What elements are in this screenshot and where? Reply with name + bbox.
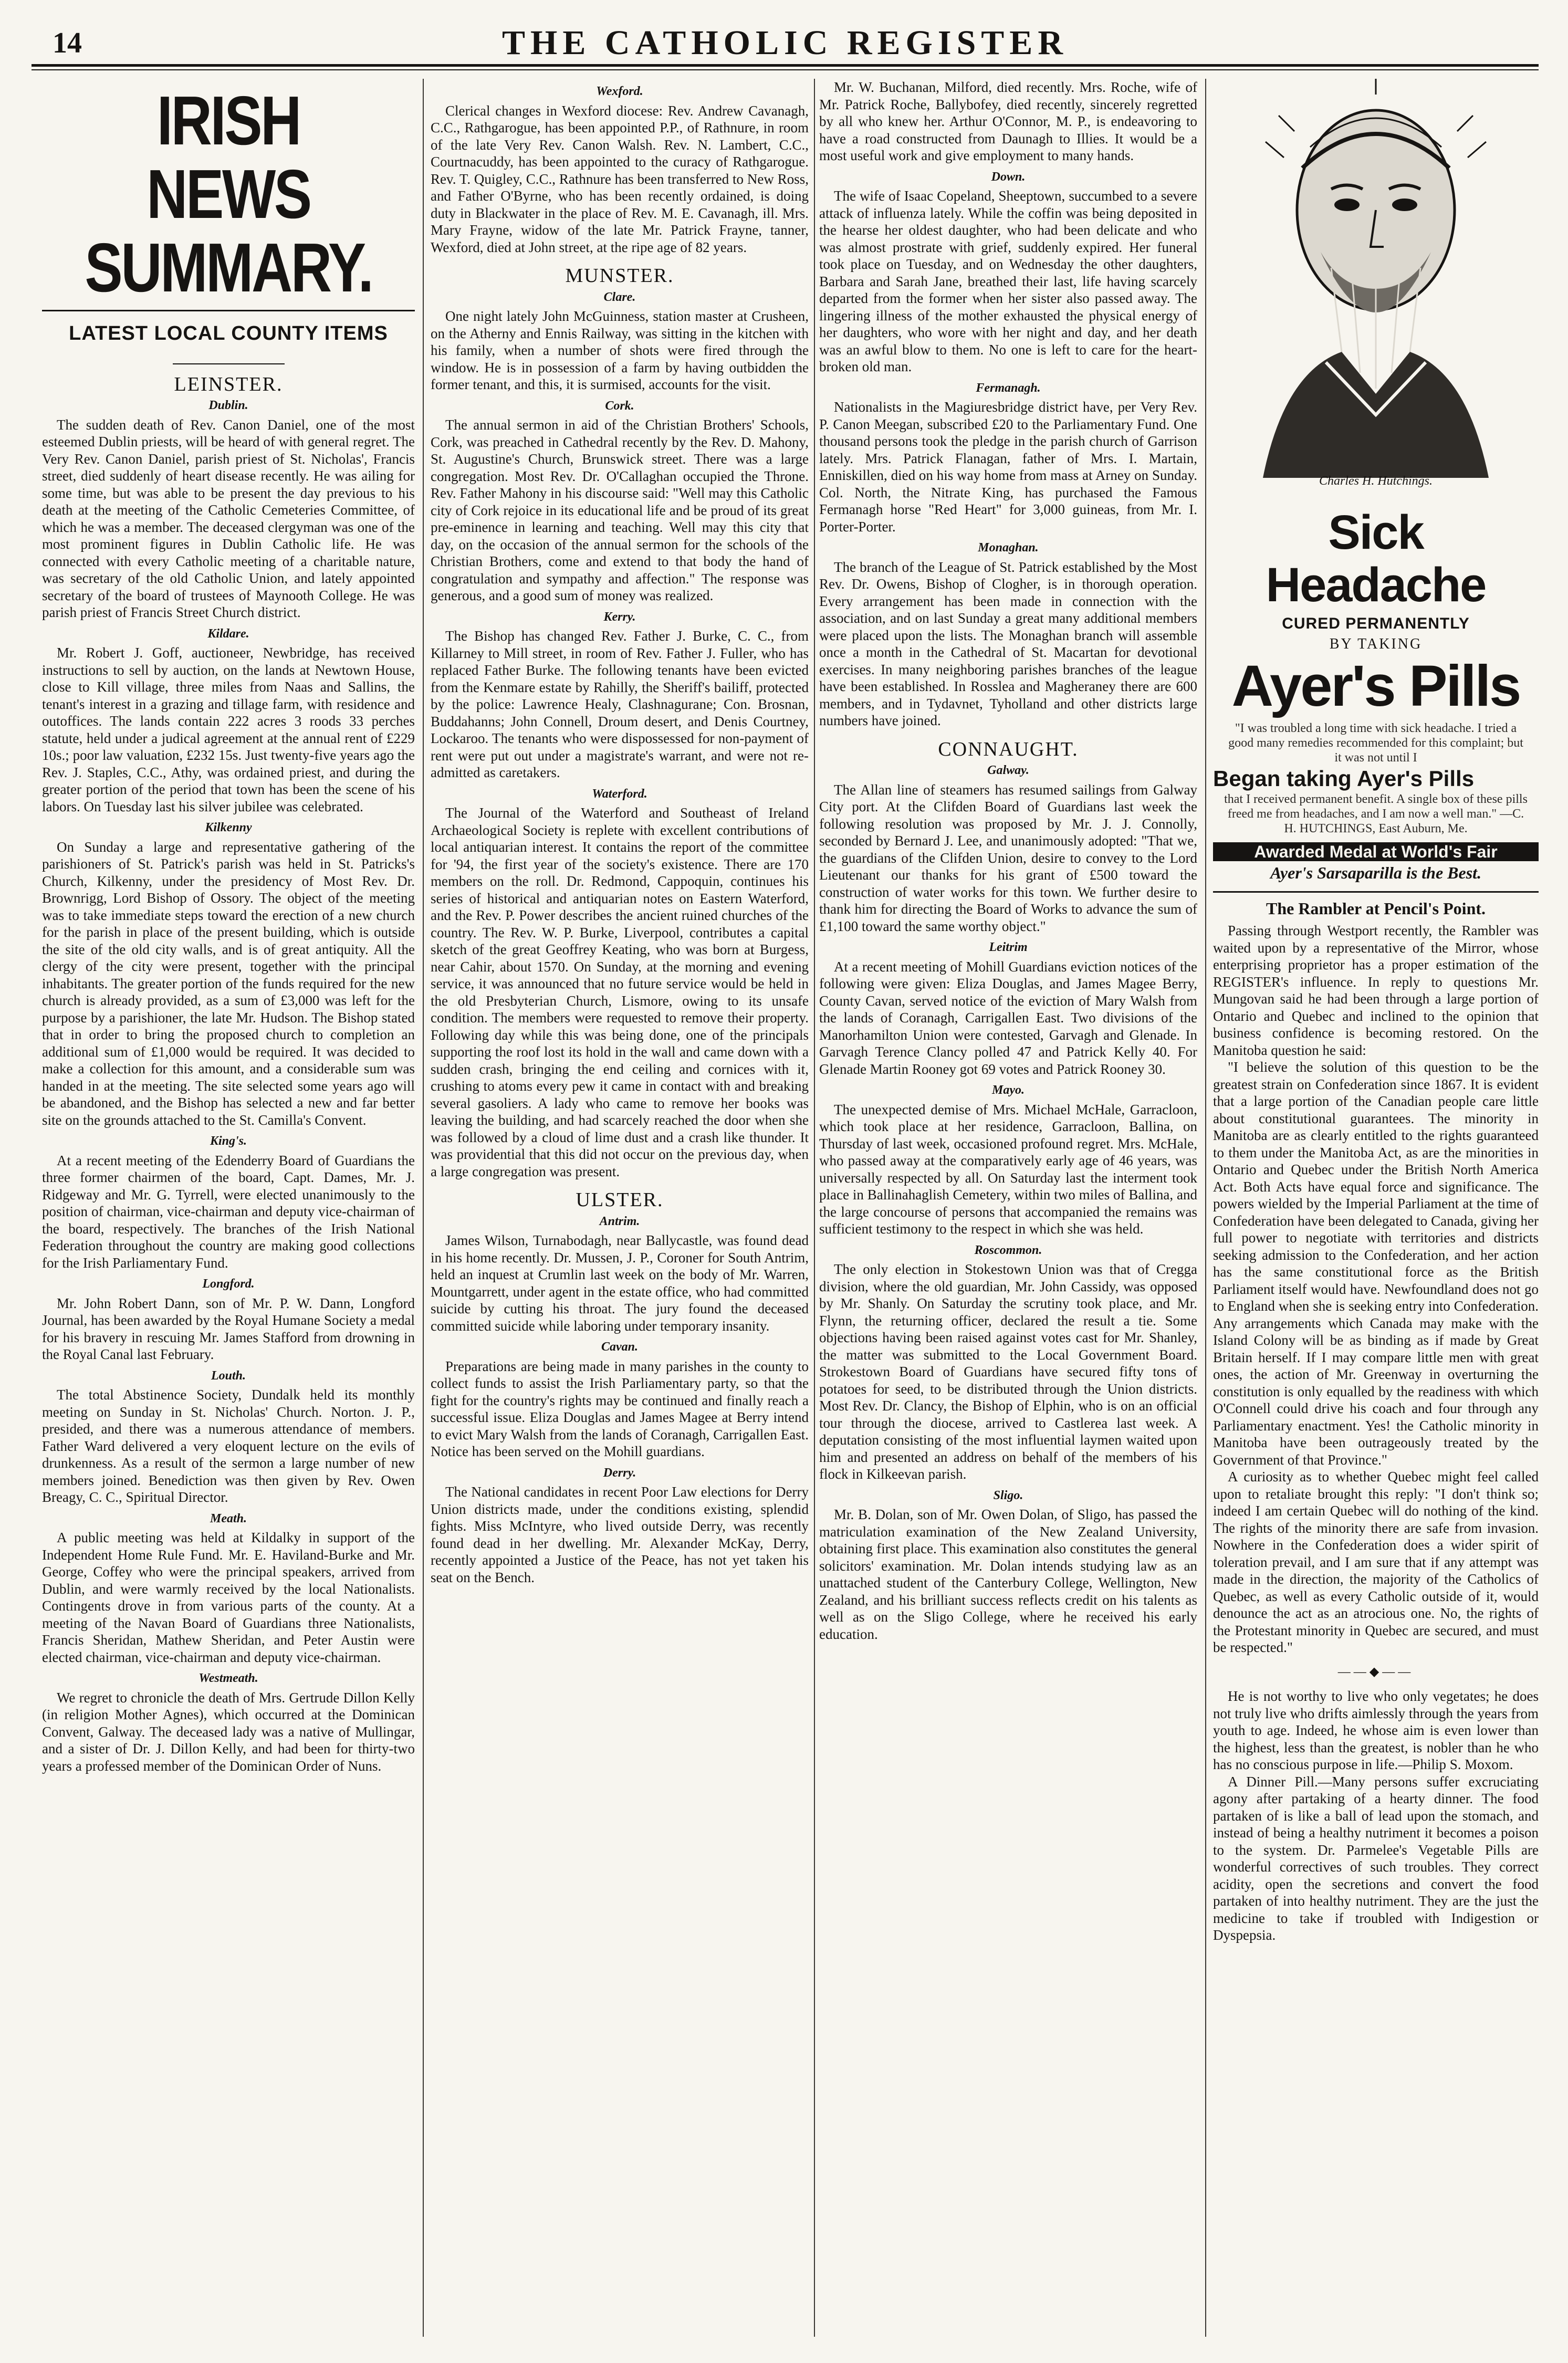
- province-heading: CONNAUGHT.: [938, 738, 1079, 760]
- county-heading: Roscommon.: [974, 1243, 1042, 1257]
- news-item: Mr. Robert J. Goff, auctioneer, Newbridge, has received instructions to sell by auction, on the lands at Newtown House, close to Kill village, three miles from Naas and Sallins, the tenant's interest in a grazing and tillage farm, with residence and outoffices. The lands contain 222 acres 3 roods 33 perches statute, held under a judical agreement at the annual rent of £229 10s.; poor law valuation, £232 15s. Just twenty-five years ago the Rev. J. Staples, C.C., Athy, was ordained priest, and during the greater portion of the period that town has been the scene of his labors. On Tuesday last his silver jubilee was celebrated.: [42, 645, 415, 814]
- news-item: The unexpected demise of Mrs. Michael McHale, Garracloon, which took place at her residence, Garracloon, Ballina, on Thursday of last week, occasioned profound regret. Mrs. McHale, who passed away at the comparatively early age of 46 years, was universally respected by all. On Saturday last the interment took place in Ballinahaglish Cemetery, within two miles of Ballina, and the large concourse of persons that accompanied the remains was sufficient testimony to the respect in which she was held.: [819, 1101, 1197, 1237]
- news-item: At a recent meeting of the Edenderry Board of Guardians the three former chairmen of the board, Capt. Dames, Mr. J. Ridgeway and Mr. G. Tyrrell, were elected unanimously to the position of chairman, vice-chairman and deputy vice-chairman of the board, respectively. The branches of the Irish National Federation throughout the country are making good collections for the Irish Parliamentary Fund.: [42, 1152, 415, 1271]
- column-divider: [423, 79, 424, 2337]
- news-item: The Journal of the Waterford and Southeast of Ireland Archaeological Society is replete with excellent contributions of local antiquarian interest. It contains the report of the committee for '94, the first year of the society's existence. There are 170 members on the roll. Dr. Redmond, Cappoquin, continues his series of historical and antiquarian notes on Eastern Waterford, and the Rev. P. Power describes the ancient ruined churches of the country. The Rev. W. P. Burke, Liverpool, contributes a capital sketch of the great Geoffrey Keating, who was born at Burgess, near Cahir, about 1570. On Sunday, at the morning and evening service, it was announced that no future service would be held in the old Presbyterian Church, Lismore, owing to its unsafe condition. The members were requested to remove their property. Following day while this was being done, one of the principals supporting the roof lost its hold in the wall and came down with a sudden crash, bringing the end ceiling and cornices with it, crushing to atoms every pew it came in contact with and breaking several gasoliers. A lady who came to remove her books was leaving the building, and had scarcely reached the door when she was followed by a cloud of lime dust and a crash like thunder. It was providential that this did not occur on the previous day, when a large congregation was present.: [431, 805, 809, 1179]
- county-heading: Mayo.: [992, 1083, 1025, 1097]
- ad-tagline: Ayer's Sarsaparilla is the Best.: [1270, 863, 1482, 882]
- news-item: The Bishop has changed Rev. Father J. Burke, C. C., from Killarney to Mill street, in room of Rev. Father J. Fuller, who has replaced Father Burke. The following tenants have been evicted from the Kenmare estate by Rahilly, the Sheriff's bailiff, protected by the police: Lawrence Healy, Clashnagurane; Con. Brosnan, Buddahanns; John Connell, Droum desert, and Denis Courtney, Lockaroo. The tenants who were dispossessed for non-payment of rent were put out under a magistrate's warrant, and were not re-admitted as caretakers.: [431, 628, 809, 780]
- county-heading: Clare.: [603, 290, 636, 304]
- ad-product: Ayer's Pills: [1231, 654, 1520, 718]
- county-heading: Derry.: [603, 1466, 636, 1480]
- county-heading: Wexford.: [596, 85, 643, 98]
- county-heading: Antrim.: [599, 1214, 640, 1228]
- news-item: Mr. B. Dolan, son of Mr. Owen Dolan, of Sligo, has passed the matriculation examination of the New Zealand University, obtaining first place. This examination also constitutes the general solicitors' examination. Mr. Dolan intends studying law as an unattached student of the Canterbury College, Wellington, New Zealand, and his brilliant success reflects credit on his talents as well as on the Sligo College, where he received his early education.: [819, 1507, 1197, 1642]
- column-1: [42, 79, 415, 2337]
- county-heading: Monaghan.: [978, 541, 1039, 555]
- article-paragraph: A Dinner Pill.—Many persons suffer excruciating agony after partaking of a hearty dinner. The food partaken of is like a ball of lead upon the stomach, and instead of being a healthy nutriment it becomes a poison to the system. Dr. Parmelee's Vegetable Pills are wonderful correctives of such troubles. They correct acidity, open the secretions and convert the food partaken of into healthy nutriment. They are the just the medicine to take if troubled with Indigestion or Dyspepsia.: [1213, 1773, 1539, 1943]
- ad-began: Began taking Ayer's Pills: [1213, 766, 1475, 791]
- news-item: The sudden death of Rev. Canon Daniel, one of the most esteemed Dublin priests, will be heard of with general regret. The Very Rev. Canon Daniel, parish priest of St. Nicholas', Francis street, died suddenly of heart disease recently. He was ailing for some time, but was able to be present the day previous to his death at the meeting of the Catholic Cemeteries Committee, of which he was a member. The deceased clergyman was one of the most prominent figures in Dublin Catholic life. He was connected with every Catholic meeting of a charitable nature, was secretary of the old Catholic Union, and lately appointed secretary of the board of trustees of Maynooth College. He was parish priest of Francis Street Church district.: [42, 416, 415, 620]
- column-divider: [1205, 79, 1206, 2337]
- ad-headline: Sick Headache: [1266, 506, 1486, 612]
- county-heading: Cavan.: [601, 1340, 638, 1354]
- county-heading: King's.: [210, 1134, 247, 1148]
- county-heading: Sligo.: [993, 1488, 1023, 1502]
- county-heading: Meath.: [210, 1511, 247, 1525]
- county-heading: Louth.: [211, 1368, 246, 1383]
- news-item: Nationalists in the Magiuresbridge district have, per Very Rev. P. Canon Meegan, subscribed £20 to the Parliamentary Fund. One thousand persons took the pledge in the parish church of Garrison lately. Mrs. Patrick Flanagan, father of Mrs. I. Martain, Enniskillen, died on his way home from mass at Arney on Sunday. Col. North, the Nitrate King, has purchased the Famous Fermanagh horse "Red Heart" for 3,000 guineas, from Mr. I. Porter-Porter.: [819, 399, 1197, 535]
- header-rule: [32, 64, 1539, 67]
- county-heading: Down.: [991, 170, 1026, 184]
- news-item: We regret to chronicle the death of Mrs. Gertrude Dillon Kelly (in religion Mother Agnes), which occurred at the Dominican Convent, Galway. The deceased lady was a native of Mullingar, and a sister of Dr. J. Dillon Kelly, and had been for thirty-two years a professed member of the Dominican Order of Nuns.: [42, 1689, 415, 1774]
- ad-award-banner: Awarded Medal at World's Fair: [1213, 842, 1539, 862]
- ornament-divider: ——◆——: [1337, 1665, 1414, 1679]
- county-heading: Kildare.: [207, 626, 249, 641]
- news-item: The only election in Stokestown Union was that of Cregga division, where the old guardian, Mr. John Cassidy, was opposed by Mr. Shanly. On Saturday the scrutiny took place, and Mr. Flynn, the returning officer, declared the result a tie. Some objections having been raised against votes cast for Mr. Shanley, the matter was submitted to the Local Government Board. Strokestown Board of Guardians have secured fifty tons of potatoes for seed, to be distributed through the Union districts. Most Rev. Dr. Clancy, the Bishop of Elphin, who is on an official tour through the diocese, arrived to Castlerea last week. A deputation consisting of the most influential laymen waited upon him and presented an address on behalf of the members of his flock in Kilkeevan parish.: [819, 1261, 1197, 1482]
- column-divider: [814, 79, 815, 2337]
- article-paragraph: A curiosity as to whether Quebec might feel called upon to retaliate brought this reply: "I don't think so; indeed I am certain Quebec will do nothing of the kind. The rights of the minority there are safe from invasion. Nowhere in the Confederation does a wider spirit of toleration prevail, and I am sure that if any attempt was made in the direction, the majority of the Catholics of Quebec, as well as every Catholic outside of it, would denounce the act as an atrocious one. No, the rights of the Protestant minority in Quebec are secured, and must be respected.": [1213, 1469, 1539, 1655]
- title-rule: [42, 310, 415, 311]
- news-item: The wife of Isaac Copeland, Sheeptown, succumbed to a severe attack of influenza lately. While the coffin was being deposited in the hearse her oldest daughter, who had been delicate and who was almost prostrate with grief, suddenly expired. Her funeral took place on Tuesday, and on Wednesday the other daughters, Barbara and Sarah Jane, breathed their last, life having scarcely departed from the former when her sister also passed away. The lingering illness of the mother exhausted the physical energy of her daughters, who wore with her night and day, and her death was an awful blow to them. No one is left to care for the heart-broken old man.: [819, 188, 1197, 374]
- county-heading: Kerry.: [603, 610, 636, 624]
- article-paragraph: He is not worthy to live who only vegetates; he does not truly live who drifts aimlessly through the years from youth to age. Indeed, he whose aim is even lower than the highest, less than the greatest, is nobler than he who has no conscious purpose in life.—Philip S. Moxom.: [1213, 1688, 1539, 1772]
- portrait-engraving: [1252, 79, 1499, 478]
- header-rule-thin: [32, 69, 1539, 70]
- county-heading: Leitrim: [989, 940, 1028, 954]
- article-title: The Rambler at Pencil's Point.: [1266, 898, 1486, 918]
- portrait-caption: Charles H. Hutchings.: [1319, 474, 1433, 488]
- county-heading: Waterford.: [592, 787, 647, 801]
- news-item: A public meeting was held at Kildalky in support of the Independent Home Rule Fund. Mr. E. Haviland-Burke and Mr. George, Coffey who were the principal speakers, arrived from Dublin, and were warmly received by the local Nationalists. Contingents drove in from various parts of the county. At a meeting of the Navan Board of Guardians three Nationalists, Francis Sheridan, Mathew Sheridan, and Peter Austin were elected chairman, vice-chairman and deputy vice-chairman.: [42, 1530, 415, 1665]
- county-heading: Galway.: [987, 764, 1029, 777]
- news-item: One night lately John McGuinness, station master at Crusheen, on the Atherny and Ennis Railway, was sitting in the kitchen with his family, when a number of shots were fired through the window. He is in possession of a farm by having outbidden the former tenant, and this, it is surmised, accounts for the visit.: [431, 308, 809, 392]
- column-4: [1213, 79, 1539, 2337]
- news-item: Preparations are being made in many parishes in the county to collect funds to assist the Irish Parliamentary party, so that the fight for the country's rights may be continued and finally reach a successful issue. Eliza Douglas and James Magee at Berry intend to evict Mary Walsh from the lands of Coranagh, Carrigallen East. Notice has been served on the Mohill guardians.: [431, 1358, 809, 1459]
- masthead: THE CATHOLIC REGISTER: [502, 24, 1068, 62]
- section-subtitle: LATEST LOCAL COUNTY ITEMS: [69, 322, 388, 344]
- article-paragraph: Passing through Westport recently, the Rambler was waited upon by a representative of the Mirror, whose enterprising proprietor has a proper estimation of the REGISTER's influence. In reply to questions Mr. Mungovan said he had been through a large portion of Ontario and Quebec and inclined to the opinion that business confidence is becoming restored. On the Manitoba question he said:: [1213, 923, 1539, 1058]
- ad-rule: [1213, 891, 1539, 893]
- news-item: The Allan line of steamers has resumed sailings from Galway City port. At the Clifden Board of Guardians last week the following resolution was proposed by Mr. J. J. Connolly, seconded by Bernard J. Lee, and unanimously adopted: "That we, the guardians of the Clifden Union, desire to convey to the Lord Lieutenant our thanks for his grant of £500 toward the construction of water works for this town. We further desire to thank him for directing the Board of Works to advance the sum of £1,100 toward the same worthy object.": [819, 781, 1197, 934]
- column-2: [431, 79, 809, 2337]
- news-item: The total Abstinence Society, Dundalk held its monthly meeting on Sunday in St. Nicholas' Church. Norton. J. P., presided, and there was a numerous attendance of members. Father Ward delivered a very eloquent lecture on the evils of drunkenness. As a result of the sermon a large number of new members joined. Benediction was then given by Rev. Owen Breagy, C. C., Spiritual Director.: [42, 1387, 415, 1505]
- news-list: [431, 83, 809, 1586]
- page-number: 14: [53, 27, 82, 59]
- ad-testimonial: "I was troubled a long time with sick headache. I tried a good many remedies recommended for this complaint; but it was not until I: [1228, 722, 1523, 765]
- news-item: The branch of the League of St. Patrick established by the Most Rev. Dr. Owens, Bishop of Clogher, is in thorough operation. Every arrangement has been made in connection with the association, and on last Sunday a great many additional members were placed upon the lists. The Monaghan branch will assemble once a month in the Cathedral of St. Macartan for devotional exercises. In many neighboring parishes branches of the league have been established. In Rosslea and Magheraney there are 600 members, and in Tydavnet, Tyholland and other districts large numbers have joined.: [819, 559, 1197, 728]
- news-list: [42, 397, 415, 1774]
- ad-testimonial-2: that I received permanent benefit. A single box of these pills freed me from headaches, and I am now a well man." —C. H. HUTCHINGS, East Auburn, Me.: [1224, 792, 1528, 835]
- news-list: [819, 79, 1197, 1643]
- news-item: Clerical changes in Wexford diocese: Rev. Andrew Cavanagh, C.C., Rathgarogue, has been appointed P.P., of Rathnure, in room of the late Very Rev. Canon Walsh. Rev. N. Lambert, C.C., Courtnacuddy, has been appointed to the curacy of Rathgarogue. Rev. T. Quigley, C.C., Rathnure has been transferred to New Ross, and Father O'Byrne, who has been recently ordained, is doing duty in Blackwater in the place of Rev. M. E. Cavanagh, ill. Mrs. Mary Frayne, widow of the late Mr. Patrick Frayne, tanner, Wexford, died at John street, at the ripe age of 82 years.: [431, 102, 809, 255]
- news-item: Mr. W. Buchanan, Milford, died recently. Mrs. Roche, wife of Mr. Patrick Roche, Ballybofey, died recently, sincerely regretted by all who knew her. Arthur O'Connor, M. P., is endeavoring to have a road constructed from Daunagh to Illies. It would be a most useful work and give employment to many hands.: [819, 79, 1197, 163]
- page-header: [32, 16, 1539, 68]
- article-body: [1213, 922, 1539, 1944]
- subtitle-rule: [173, 363, 285, 364]
- province-heading: ULSTER.: [576, 1189, 664, 1211]
- news-item: On Sunday a large and representative gathering of the parishioners of St. Patrick's parish was held in St. Patricks's Church, Kilkenny, under the presidency of Most Rev. Dr. Brownrigg, Lord Bishop of Ossory. The object of the meeting was to take immediate steps toward the erection of a new church for the parish in place of the present building, which is outside the site of the old city walls, and is of great antiquity. All the clergy of the city were present, together with the principal inhabitants. The greater portion of the funds required for the new church is already provided, as a sum of £3,000 was left for the purpose by a parishioner, the late Mr. Hudson. The Bishop stated that in order to bring the proposed church to completion an additional sum of £1,000 would be required. It was decided to make a collection for this amount, and a considerable sum was handed in at the meeting. The site selected some years ago will be abandoned, and the Bishop has selected a new and far better site on the grounds attached to the St. Camilla's Convent.: [42, 839, 415, 1128]
- ayers-pills-ad: [1213, 79, 1539, 499]
- county-heading: Fermanagh.: [976, 381, 1041, 395]
- news-item: The National candidates in recent Poor Law elections for Derry Union districts made, under the conditions existing, splendid fights. Miss McIntyre, who lived outside Derry, was recently found dead in her dwelling. Mr. Alexander McKay, Derry, recently appointed a Justice of the Peace, has not yet taken his seat on the Bench.: [431, 1484, 809, 1585]
- county-heading: Cork.: [605, 399, 634, 413]
- ad-cured: CURED PERMANENTLY: [1282, 615, 1470, 632]
- column-3: [819, 79, 1197, 2337]
- ad-by-taking: BY TAKING: [1329, 635, 1423, 652]
- section-title: IRISH NEWS SUMMARY.: [85, 82, 372, 306]
- news-item: Mr. John Robert Dann, son of Mr. P. W. Dann, Longford Journal, has been awarded by the Royal Humane Society a medal for his bravery in rescuing Mr. James Stafford from drowning in the Royal Canal last February.: [42, 1295, 415, 1362]
- news-item: At a recent meeting of Mohill Guardians eviction notices of the following were given: Eliza Douglas, and James Magee Berry, County Cavan, served notice of the eviction of Mary Walsh from the lands of Coranagh, Carrigallen East. Two divisions of the Manorhamilton Union were contested, Garvagh and Glenade. In Garvagh Terence Clancy polled 47 and Patrick Kelly 40. For Glenade Martin Rooney got 69 votes and Patrick Rooney 30.: [819, 958, 1197, 1077]
- news-item: The annual sermon in aid of the Christian Brothers' Schools, Cork, was preached in Cathedral recently by the Rev. D. Mahony, St. Augustine's Church, Brunswick street. There was a large congregation. Most Rev. Dr. O'Callaghan occupied the Throne. Rev. Father Mahony in his discourse said: "Well may this Catholic city of Cork rejoice in its educational life and be proud of its great pre-eminence in learning and teaching. Well may this city that day, on the occasion of the annual sermon for the schools of the Christian Brothers, come and extend to that body the hand of congratulation and sympathy and affection." The response was generous, and a good sum of money was realized.: [431, 417, 809, 603]
- county-heading: Kilkenny: [205, 821, 252, 834]
- province-heading: MUNSTER.: [565, 265, 674, 287]
- county-heading: Dublin.: [208, 399, 248, 412]
- county-heading: Longford.: [202, 1277, 255, 1291]
- news-item: James Wilson, Turnabodagh, near Ballycastle, was found dead in his home recently. Dr. Mussen, J. P., Coroner for South Antrim, held an inquest at Crumlin last week on the body of Mr. Warren, Mountgarrett, under agent in the estate office, who had committed suicide by cutting his throat. The jury found the deceased committed suicide while laboring under temporary insanity.: [431, 1232, 809, 1334]
- article-paragraph: "I believe the solution of this question to be the greatest strain on Confederation since 1867. It is evident that a large portion of the Canadian people care little about constitutional guarantees. The minority in Manitoba are as clearly entitled to the rights guaranteed to them under the Manitoba Act, as are the minorities in Ontario and Quebec under the British North America Act. Both Acts have equal force and significance. The powers wielded by the Imperial Parliament at the time of Confederation have been delegated to Canada, giving her full power to negotiate with territories and districts seeking admission to the Confederation, and her action has the same constitutional force as the British Parliament itself would have. Newfoundland does not go to England when she is seeking entry into Confederation. Any arrangements which Canada may make with the Island Colony will be as binding as if made by Great Britain herself. If I may compare little men with great ones, the action of Mr. Greenway in overturning the constitution is only equalled by the readiness with which O'Connell could drive his coach and four through any Parliamentary enactment. Yes! the Catholic minority in Manitoba have been outrageously treated by the Government of that Province.": [1213, 1059, 1539, 1468]
- province-heading: LEINSTER.: [174, 373, 283, 395]
- county-heading: Westmeath.: [198, 1671, 258, 1685]
